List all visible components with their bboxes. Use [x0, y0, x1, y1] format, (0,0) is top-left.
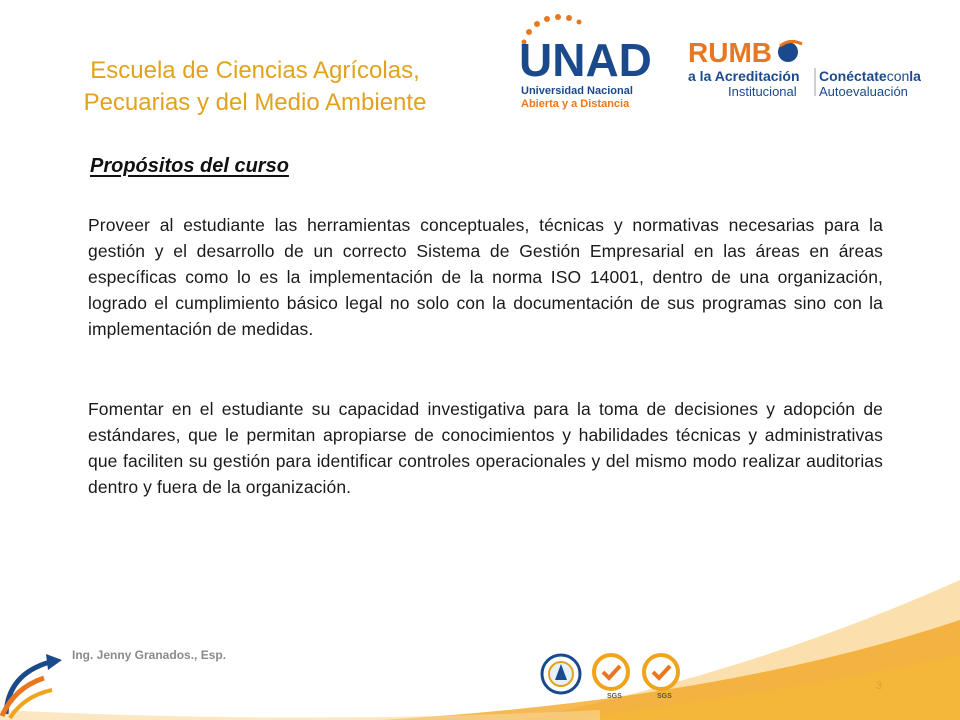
rumbo-logo-line2: Institucional [728, 84, 797, 99]
paragraph-2: Fomentar en el estudiante su capacidad investigativa para la toma de decisiones y adopción de estándares, que le permitan apropiarse de conocimientos y habilidades técnicas y administrativas que faciliten su gestión para identificar controles operacionales y del mismo modo realizar auditorias dentro y fuera de la organización. [88, 399, 883, 497]
section-heading: Propósitos del curso [90, 155, 289, 177]
rumbo-logo-right1a: Conéctate [819, 68, 887, 84]
rumbo-logo [688, 34, 938, 100]
rumbo-logo-right1b: con [886, 68, 910, 84]
unad-logo-line2: Abierta y a Distancia [521, 98, 630, 110]
footer-swoosh [0, 560, 960, 720]
colombia-seal-icon [540, 652, 582, 700]
sgs-certification-icon [640, 652, 682, 700]
rumbo-logo-line1: a la Acreditación [688, 68, 800, 84]
school-title-line1: Escuela de Ciencias Agrícolas, [90, 57, 420, 84]
rumbo-logo-main: RUMB [688, 37, 772, 68]
paragraph-1: Proveer al estudiante las herramientas conceptuales, técnicas y normativas necesarias para la gestión y el desarrollo de un correcto Sistema de Gestión Empresarial en las áreas en áreas específicas como lo es la implementación de la norma ISO 14001, dentro de una organización, logrado el cumplimiento básico legal no solo con la documentación de sus programas sino con la implementación de medidas. [88, 215, 883, 339]
footer-author: Ing. Jenny Granados., Esp. [72, 648, 227, 662]
school-title-line2: Pecuarias y del Medio Ambiente [83, 89, 427, 116]
arrow-logo-icon [0, 644, 70, 720]
rumbo-logo-right2: Autoevaluación [819, 84, 908, 99]
school-title [50, 55, 460, 119]
sgs-label-1: SGS [607, 693, 622, 700]
page-number: 3 [876, 680, 883, 692]
unad-logo-line1: Universidad Nacional [521, 85, 633, 97]
unad-logo [515, 14, 660, 114]
svg-text:Conéctateconla [819, 68, 921, 84]
sgs-label-2: SGS [657, 693, 672, 700]
unad-logo-main: UNAD [519, 34, 652, 86]
rumbo-logo-right1c: la [909, 68, 921, 84]
sgs-certification-icon [590, 652, 632, 700]
